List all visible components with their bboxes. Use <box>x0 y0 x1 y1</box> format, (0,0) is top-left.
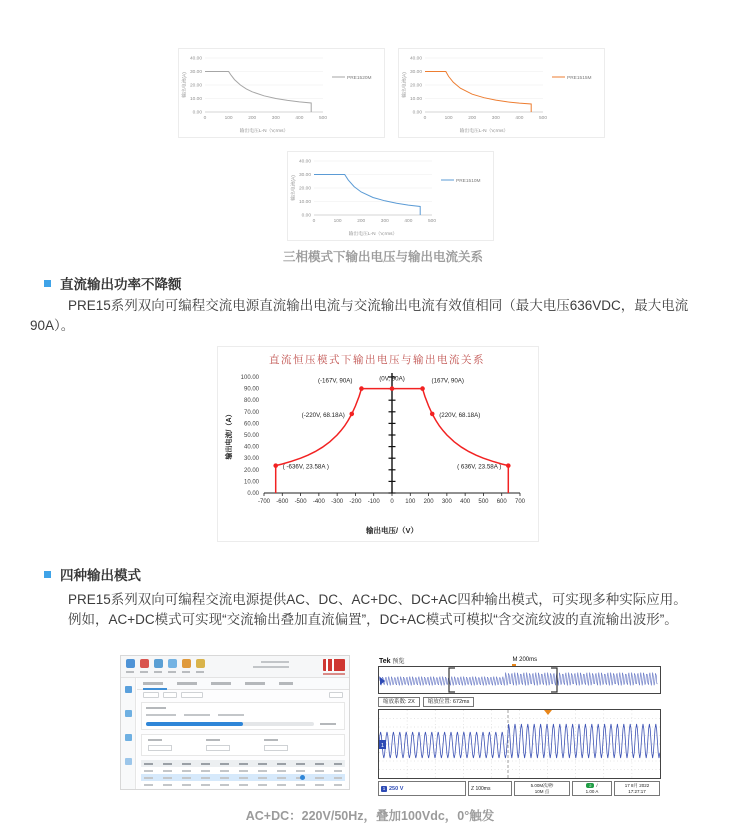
svg-text:90.00: 90.00 <box>243 386 259 393</box>
svg-text:1: 1 <box>380 743 385 749</box>
svg-text:(220V, 68.18A): (220V, 68.18A) <box>439 411 481 419</box>
svg-text:输出电压/（V）: 输出电压/（V） <box>365 526 419 535</box>
svg-text:30.00: 30.00 <box>409 70 422 76</box>
svg-text:200: 200 <box>357 219 366 224</box>
progress-panel <box>141 702 345 730</box>
svg-text:60.00: 60.00 <box>243 421 259 428</box>
line-chart-svg <box>179 49 382 135</box>
active-tab-indicator <box>143 688 167 690</box>
trigger-source-badge: 2 <box>586 783 594 788</box>
panel-text <box>184 714 210 716</box>
svg-text:200: 200 <box>468 116 477 121</box>
svg-text:20.00: 20.00 <box>189 83 202 89</box>
chart-dc-constant-voltage <box>217 346 539 542</box>
svg-text:500: 500 <box>538 116 548 121</box>
line-chart-svg <box>218 347 536 539</box>
oscilloscope-screenshot <box>378 656 663 796</box>
trigger-level: 1.00 A <box>585 788 599 794</box>
brand-logo <box>323 659 345 671</box>
row-action-icon <box>300 775 305 780</box>
table-header <box>141 760 345 767</box>
svg-text:100: 100 <box>405 499 416 505</box>
svg-text:80.00: 80.00 <box>243 398 259 405</box>
svg-text:40.00: 40.00 <box>298 159 311 165</box>
svg-text:(-220V, 68.18A): (-220V, 68.18A) <box>301 411 345 419</box>
svg-text:-400: -400 <box>312 499 325 505</box>
svg-text:输出电压L-N（V,rms）: 输出电压L-N（V,rms） <box>348 232 398 237</box>
svg-text:输出电流(A): 输出电流(A) <box>402 72 408 98</box>
row-cells <box>144 777 342 779</box>
software-toolbar <box>121 656 349 678</box>
table-row <box>141 781 345 788</box>
zoom-factor: 缩放系数: 2X <box>378 697 420 707</box>
chart-three-phase-pre1520m <box>178 48 385 138</box>
svg-text:300: 300 <box>441 499 452 505</box>
svg-text:200: 200 <box>248 116 257 121</box>
data-table <box>141 760 345 788</box>
svg-text:输出电流(A): 输出电流(A) <box>291 175 297 201</box>
tab-labels <box>143 682 293 685</box>
toolbar-icon <box>126 659 135 668</box>
main-waveform <box>379 710 660 778</box>
three-phase-caption: 三相模式下输出电压与输出电流关系 <box>282 250 483 264</box>
svg-text:-100: -100 <box>367 499 380 505</box>
software-button <box>143 692 159 698</box>
svg-text:0.00: 0.00 <box>247 491 259 497</box>
field-input <box>264 745 288 751</box>
section-bullet-icon <box>44 571 51 578</box>
svg-text:-500: -500 <box>294 499 307 505</box>
svg-text:输出电流(A): 输出电流(A) <box>182 72 188 98</box>
svg-text:70.00: 70.00 <box>243 409 259 416</box>
svg-text:直流恒压模式下输出电压与输出电流关系: 直流恒压模式下输出电压与输出电流关系 <box>269 354 485 366</box>
scope-mode: 预览 <box>392 659 405 665</box>
acquisition-readout <box>514 781 570 796</box>
svg-text:100: 100 <box>444 116 453 121</box>
svg-text:0: 0 <box>312 219 316 224</box>
svg-text:100.00: 100.00 <box>240 375 259 381</box>
svg-text:30.00: 30.00 <box>243 456 259 463</box>
toolbar-icon <box>168 659 177 668</box>
channel1-scale: 250 V <box>389 785 404 792</box>
software-tabs <box>137 678 349 690</box>
field-label <box>264 739 278 741</box>
software-button <box>329 692 343 698</box>
brand-logo-text <box>323 673 345 675</box>
svg-text:20.00: 20.00 <box>243 467 259 474</box>
row-cells <box>144 770 342 772</box>
svg-text:200: 200 <box>423 499 434 505</box>
table-row-selected <box>141 774 345 781</box>
section-title: 直流输出功率不降额 <box>60 277 182 292</box>
svg-text:输出电压L-N（V,rms）: 输出电压L-N（V,rms） <box>239 129 289 134</box>
status-text <box>261 661 289 663</box>
svg-text:0.00: 0.00 <box>301 213 311 219</box>
progress-track <box>146 722 314 726</box>
field-input <box>148 745 172 751</box>
chart-three-phase-pre1510m <box>287 151 494 241</box>
svg-text:30.00: 30.00 <box>189 70 202 76</box>
chart-three-phase-pre1515m <box>398 48 605 138</box>
toolbar-icon <box>140 659 149 668</box>
toolbar-icon-labels <box>126 671 210 673</box>
scope-time: 17:27:17 <box>628 788 646 794</box>
zoom-position: 缩放位置: 672ms <box>423 697 475 707</box>
control-software-screenshot <box>120 655 350 790</box>
settings-panel <box>141 734 345 756</box>
table-row <box>141 767 345 774</box>
svg-text:400: 400 <box>404 219 413 224</box>
svg-text:-600: -600 <box>276 499 289 505</box>
status-text <box>253 666 289 668</box>
svg-text:10.00: 10.00 <box>298 200 311 206</box>
svg-text:(0V, 90A): (0V, 90A) <box>379 375 405 383</box>
scope-zoom-info <box>378 697 474 707</box>
panel-text <box>218 714 244 716</box>
svg-text:10.00: 10.00 <box>189 97 202 103</box>
svg-text:10.00: 10.00 <box>243 479 259 486</box>
svg-text:(-167V, 90A): (-167V, 90A) <box>317 377 353 385</box>
scope-timebase: M 200ms <box>512 657 538 663</box>
svg-text:( -636V, 23.58A ): ( -636V, 23.58A ) <box>282 463 329 471</box>
scope-graticule <box>378 709 661 779</box>
panel-text <box>146 714 176 716</box>
toolbar-icon <box>154 659 163 668</box>
record-length: 10M 点 <box>534 788 550 794</box>
software-button <box>163 692 177 698</box>
section-title: 四种输出模式 <box>60 568 141 583</box>
scope-header <box>379 656 663 666</box>
svg-text:-300: -300 <box>331 499 344 505</box>
svg-text:(167V, 90A): (167V, 90A) <box>431 377 464 385</box>
bottom-caption: AC+DC：220V/50Hz，叠加100Vdc，0°触发 <box>245 809 495 823</box>
svg-text:输出电流/（A）: 输出电流/（A） <box>226 410 233 460</box>
paragraph-line: 例如，AC+DC模式可实现“交流输出叠加直流偏置”，DC+AC模式可模拟“含交流纹波的直流输出波形”。 <box>68 611 678 627</box>
line-chart-svg <box>399 49 602 135</box>
svg-text:-200: -200 <box>349 499 362 505</box>
svg-text:0: 0 <box>203 116 207 121</box>
trigger-readout <box>572 781 612 796</box>
svg-text:100: 100 <box>224 116 233 121</box>
toolbar-icon <box>196 659 205 668</box>
section-output-modes-heading <box>44 564 141 584</box>
svg-text:500: 500 <box>318 116 328 121</box>
svg-text:PRE1515M: PRE1515M <box>567 75 592 81</box>
overview-waveform <box>379 667 660 693</box>
toolbar-icon <box>182 659 191 668</box>
channel1-readout <box>378 781 466 796</box>
scope-overview-strip <box>378 666 661 694</box>
svg-text:300: 300 <box>491 116 500 121</box>
sidebar-item <box>125 710 132 717</box>
panel-label <box>146 707 166 709</box>
svg-text:300: 300 <box>380 219 389 224</box>
paragraph-line: PRE15系列双向可编程交流电源直流输出电流与交流输出电流有效值相同（最大电压636VDC，最大电流 <box>68 298 689 313</box>
svg-text:40.00: 40.00 <box>189 56 202 62</box>
svg-text:20.00: 20.00 <box>298 186 311 192</box>
zoom-timebase-readout: Z 100ms <box>468 781 512 796</box>
trigger-slope: / <box>596 783 598 788</box>
svg-text:40.00: 40.00 <box>409 56 422 62</box>
sidebar-item <box>125 734 132 741</box>
svg-text:30.00: 30.00 <box>298 173 311 179</box>
svg-text:400: 400 <box>515 116 524 121</box>
section-dc-power-heading <box>44 273 182 293</box>
svg-text:700: 700 <box>514 499 526 505</box>
svg-text:0: 0 <box>390 499 394 505</box>
progress-value <box>320 723 336 725</box>
svg-text:100: 100 <box>333 219 342 224</box>
svg-text:0.00: 0.00 <box>412 110 422 116</box>
svg-text:输出电压L-N（V,rms）: 输出电压L-N（V,rms） <box>459 129 509 134</box>
section-bullet-icon <box>44 280 51 287</box>
field-label <box>148 739 162 741</box>
scope-brand: Tek <box>379 658 391 665</box>
sidebar-item <box>125 758 132 765</box>
svg-text:40.00: 40.00 <box>243 444 259 451</box>
field-input <box>206 745 230 751</box>
channel1-badge: 1 <box>382 785 386 791</box>
scope-status-bar <box>378 781 660 796</box>
section-output-modes-paragraph <box>30 590 740 629</box>
svg-text:300: 300 <box>271 116 280 121</box>
svg-text:PRE1510M: PRE1510M <box>456 178 481 184</box>
header-cells <box>144 763 342 765</box>
software-sidebar <box>121 678 136 789</box>
sample-rate: 5.00M次/秒 <box>530 783 554 788</box>
svg-text:400: 400 <box>295 116 304 121</box>
svg-text:400: 400 <box>460 499 471 505</box>
line-chart-svg <box>288 152 491 238</box>
svg-text:500: 500 <box>478 499 489 505</box>
svg-text:0.00: 0.00 <box>192 110 202 116</box>
row-cells <box>144 784 342 786</box>
progress-fill <box>146 722 243 726</box>
svg-text:50.00: 50.00 <box>243 433 259 439</box>
software-main-area <box>137 678 349 789</box>
datetime-readout <box>614 781 660 796</box>
field-label <box>206 739 220 741</box>
svg-text:600: 600 <box>496 499 507 505</box>
software-button <box>181 692 203 698</box>
sidebar-item <box>125 686 132 693</box>
svg-text:-700: -700 <box>257 499 271 505</box>
svg-text:20.00: 20.00 <box>409 83 422 89</box>
svg-text:( 636V, 23.58A ): ( 636V, 23.58A ) <box>457 463 502 471</box>
scope-date: 17 8月 2022 <box>624 783 650 788</box>
svg-text:PRE1520M: PRE1520M <box>347 75 372 81</box>
section-dc-power-paragraph <box>30 296 740 335</box>
paragraph-line: 90A）。 <box>30 317 75 333</box>
svg-text:0: 0 <box>423 116 427 121</box>
svg-text:10.00: 10.00 <box>409 97 422 103</box>
paragraph-line: PRE15系列双向可编程交流电源提供AC、DC、AC+DC、DC+AC四种输出模式，可实现多种实际应用。 <box>68 592 687 607</box>
svg-text:500: 500 <box>427 219 437 224</box>
